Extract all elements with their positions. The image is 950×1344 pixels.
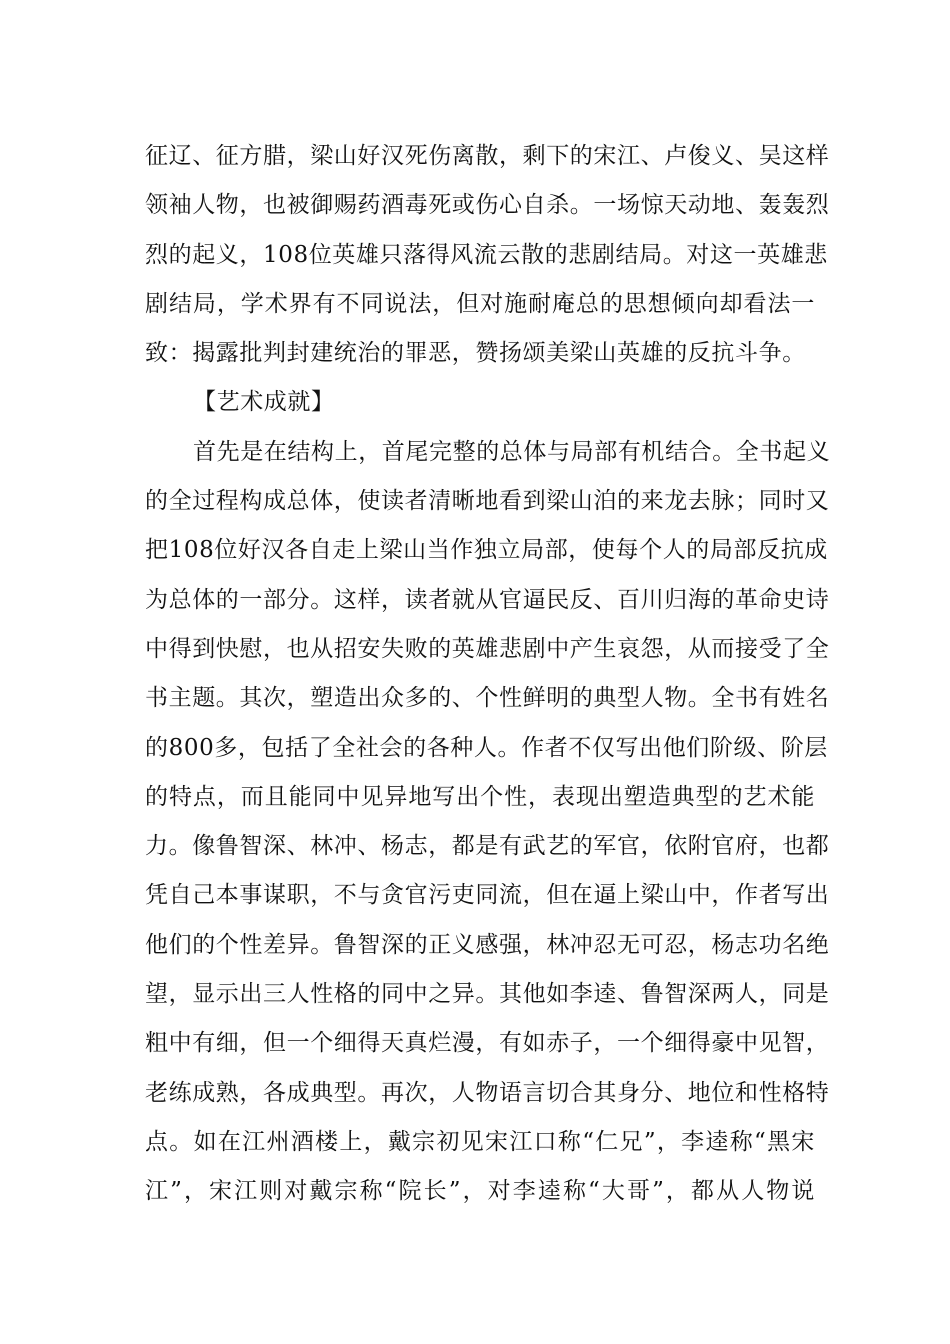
body-text (145, 132, 831, 1217)
text-line: 首先是在结构上，首尾完整的总体与局部有机结合。全书起义 (193, 438, 831, 465)
text-line: 他们的个性差异。鲁智深的正义感强，林冲忍无可忍，杨志功名绝 (145, 931, 830, 958)
text-line: 力。像鲁智深、林冲、杨志，都是有武艺的军官，依附官府，也都 (145, 833, 830, 860)
text-line: 凭自己本事谋职，不与贪官污吏同流，但在逼上梁山中，作者写出 (145, 882, 830, 909)
text-line: 书主题。其次，塑造出众多的、个性鲜明的典型人物。全书有姓名 (145, 685, 830, 712)
text-line: 的特点，而且能同中见异地写出个性，表现出塑造典型的艺术能 (145, 783, 815, 810)
section-heading: 【艺术成就】 (193, 389, 335, 416)
text-line: 的800多，包括了全社会的各种人。作者不仅写出他们阶级、阶层 (145, 734, 828, 761)
text-line: 江”，宋江则对戴宗称“院长”，对李逵称“大哥”，都从人物说 (145, 1178, 815, 1205)
text-line: 剧结局，学术界有不同说法，但对施耐庵总的思想倾向却看法一 (145, 290, 815, 317)
text-line: 望，显示出三人性格的同中之异。其他如李逵、鲁智深两人，同是 (145, 981, 830, 1008)
text-line: 为总体的一部分。这样，读者就从官逼民反、百川归海的革命史诗 (145, 586, 830, 613)
text-line: 领袖人物，也被御赐药酒毒死或伤心自杀。一场惊天动地、轰轰烈 (145, 192, 830, 219)
text-line: 粗中有细，但一个细得天真烂漫，有如赤子，一个细得豪中见智， (145, 1030, 830, 1057)
text-line: 致：揭露批判封建统治的罪恶，赞扬颂美梁山英雄的反抗斗争。 (145, 340, 806, 367)
text-line: 烈的起义，108位英雄只落得风流云散的悲剧结局。对这一英雄悲 (145, 241, 828, 268)
text-line: 把108位好汉各自走上梁山当作独立局部，使每个人的局部反抗成 (145, 537, 828, 564)
text-line: 中得到快慰，也从招安失败的英雄悲剧中产生哀怨，从而接受了全 (145, 635, 830, 662)
text-line: 征辽、征方腊，梁山好汉死伤离散，剩下的宋江、卢俊义、吴这样 (145, 143, 830, 169)
text-line: 的全过程构成总体，使读者清晰地看到梁山泊的来龙去脉；同时又 (145, 488, 830, 515)
text-line: 老练成熟，各成典型。再次，人物语言切合其身分、地位和性格特 (145, 1079, 830, 1106)
text-line: 点。如在江州酒楼上，戴宗初见宋江口称“仁兄”，李逵称“黑宋 (145, 1128, 815, 1155)
